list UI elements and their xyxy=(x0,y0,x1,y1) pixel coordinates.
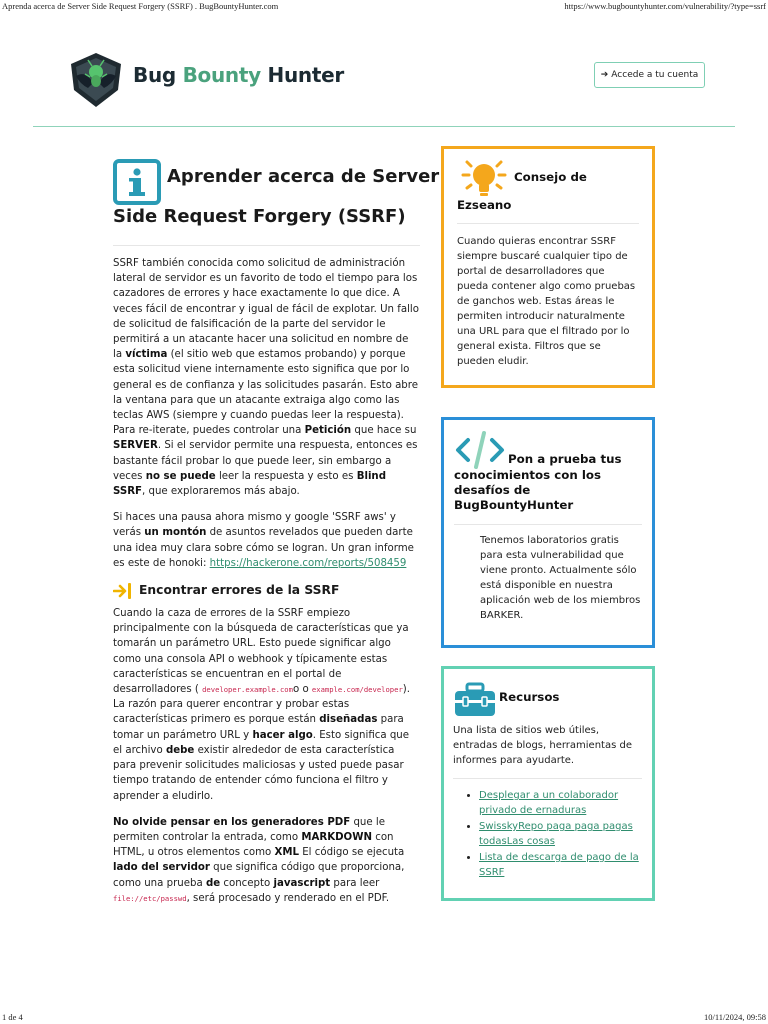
resources-links xyxy=(453,788,640,881)
login-label: Accede a tu cuenta xyxy=(611,70,699,80)
resources-text: Una lista de sitios web útiles, entradas de blogs, herramientas de informes para ayudarte. xyxy=(453,725,632,766)
section-heading-text: Encontrar errores de la SSRF xyxy=(139,583,340,598)
challenge-title-line-1: Pon a prueba tus xyxy=(508,452,622,466)
print-header xyxy=(0,0,768,12)
info-icon xyxy=(113,159,161,205)
resource-link-collaborator[interactable]: Desplegar a un colaborador privado de ernaduras xyxy=(479,790,619,816)
article xyxy=(113,155,440,917)
resource-link-swisskyrepo[interactable]: SwisskyRepo paga paga pagas todasLas cosas xyxy=(479,821,633,847)
resources-card xyxy=(441,666,655,901)
resource-item xyxy=(479,850,640,880)
print-title: Aprenda acerca de Server Side Request Forgery (SSRF) . BugBountyHunter.com xyxy=(2,1,279,11)
article-title xyxy=(113,155,440,245)
code-example-developer: example.com/developer xyxy=(311,685,403,695)
code-file-passwd: file://etc/passwd xyxy=(113,893,187,903)
title-line-2: Side Request Forgery (SSRF) xyxy=(113,206,406,227)
title-divider xyxy=(113,245,420,246)
resource-link-payload-list[interactable]: Lista de descarga de pago de la SSRF xyxy=(479,852,639,878)
print-date: 10/11/2024, 09:58 xyxy=(703,1012,766,1022)
tip-card xyxy=(441,146,655,388)
page-number: 1 de 4 xyxy=(2,1012,23,1022)
tip-divider xyxy=(457,223,639,224)
brand-bug: Bug xyxy=(133,63,176,87)
brand-bounty: Bounty xyxy=(182,63,261,87)
login-button[interactable] xyxy=(594,62,705,88)
challenge-divider xyxy=(454,524,642,525)
lightbulb-icon xyxy=(458,157,510,201)
challenge-card xyxy=(441,417,655,648)
challenge-title-rest: conocimientos con los desafíos de BugBountyHunter xyxy=(454,468,602,512)
toolbox-icon xyxy=(453,682,497,718)
section-heading-find xyxy=(113,582,420,600)
print-footer xyxy=(0,1012,768,1024)
resources-divider xyxy=(453,778,642,779)
code-icon xyxy=(454,430,506,470)
resource-item xyxy=(479,819,640,849)
tip-title-line-1: Consejo de xyxy=(514,170,587,184)
print-url: https://www.bugbountyhunter.com/vulnerability/?type=ssrf xyxy=(564,1,766,11)
brand-hunter: Hunter xyxy=(267,63,344,87)
challenge-text: Tenemos laboratorios gratis para esta vulnerabilidad que viene pronto. Actualmente sólo está disponible en nuestra aplicación web de los miembros BARKER. xyxy=(480,535,641,621)
code-developer-example: developer.example.com xyxy=(202,685,293,695)
bug-bounty-hunter-logo-icon[interactable] xyxy=(66,50,126,110)
hackerone-report-link[interactable]: https://hackerone.com/reports/508459 xyxy=(209,557,407,569)
paragraph-google: Si haces una pausa ahora mismo y google 'SSRF aws' y verás un montón de asuntos revelados que pueden darte una idea muy clara sobre cómo se logran. Un gran informe es este de honoki: https://hackerone.com/reports/508459 xyxy=(113,512,414,569)
sign-in-icon: ➔ xyxy=(600,70,609,80)
arrow-right-icon xyxy=(113,582,133,600)
resources-title: Recursos xyxy=(499,690,560,704)
title-line-1: Aprender acerca de Server xyxy=(167,166,440,187)
resource-item xyxy=(479,788,640,818)
tip-text: Cuando quieras encontrar SSRF siempre buscaré cualquier tipo de portal de desarrolladores que pueda contener algo como pruebas de ganchos web. Estas áreas le permiten introducir naturalmente una URL para que el filtrado por lo general exista. Filtros que se pueden eludir. xyxy=(457,236,636,367)
paragraph-find: Cuando la caza de errores de la SSRF empiezo principalmente con la búsqueda de características que ya tomarán un parámetro URL. Esto puede significar algo como una consola API o webhook y típicamente estas características se encuentran en el portal de desarrolladores ( developer.example.como o example.com/developer). La razón para querer encontrar y probar estas características primero es porque están diseñadas para tomar un parámetro URL y hacer algo. Esto significa que el archivo debe existir alrededor de esta característica para prevenir solicitudes maliciosas y usted puede pasar tiempo tratando de entender cómo funciona el filtro y aprender a eludirlo. xyxy=(113,608,411,802)
tip-title-line-2: Ezseano xyxy=(457,198,512,212)
paragraph-intro: SSRF también conocida como solicitud de administración lateral de servidor es un favorito de todo el tiempo para los cazadores de errores y hace exactamente lo que dice. A veces fácil de encontrar y igual de fácil de explotar. Un fallo de solicitud de falsificación de la parte del servidor le permitirá a un atacante hacer una solicitud en nombre de la víctima (el sitio web que estamos probando) y porque esta solicitud viene internamente esto significa que por lo general es de confianza y las solicitudes pasarán. Esto abre la ventana para que un atacante extraiga algo como las teclas AWS (siempre y cuando puedas leer la respuesta). Para re-iterate, puedes controlar una Petición que hace su SERVER. Si el servidor permite una respuesta, entonces es bastante fácil probar lo que puede leer, sin embargo a veces no se puede leer la respuesta y esto es Blind SSRF, que exploraremos más abajo. xyxy=(113,258,419,498)
paragraph-pdf: No olvide pensar en los generadores PDF que le permiten controlar la entrada, como MARKDOWN con HTML, u otros elementos como XML El código se ejecuta lado del servidor que significa código que proporciona, como una prueba de concepto javascript para leer file://etc/passwd, será procesado y renderado en el PDF. xyxy=(113,816,405,904)
header-divider xyxy=(33,126,735,127)
brand-name[interactable] xyxy=(133,63,344,87)
